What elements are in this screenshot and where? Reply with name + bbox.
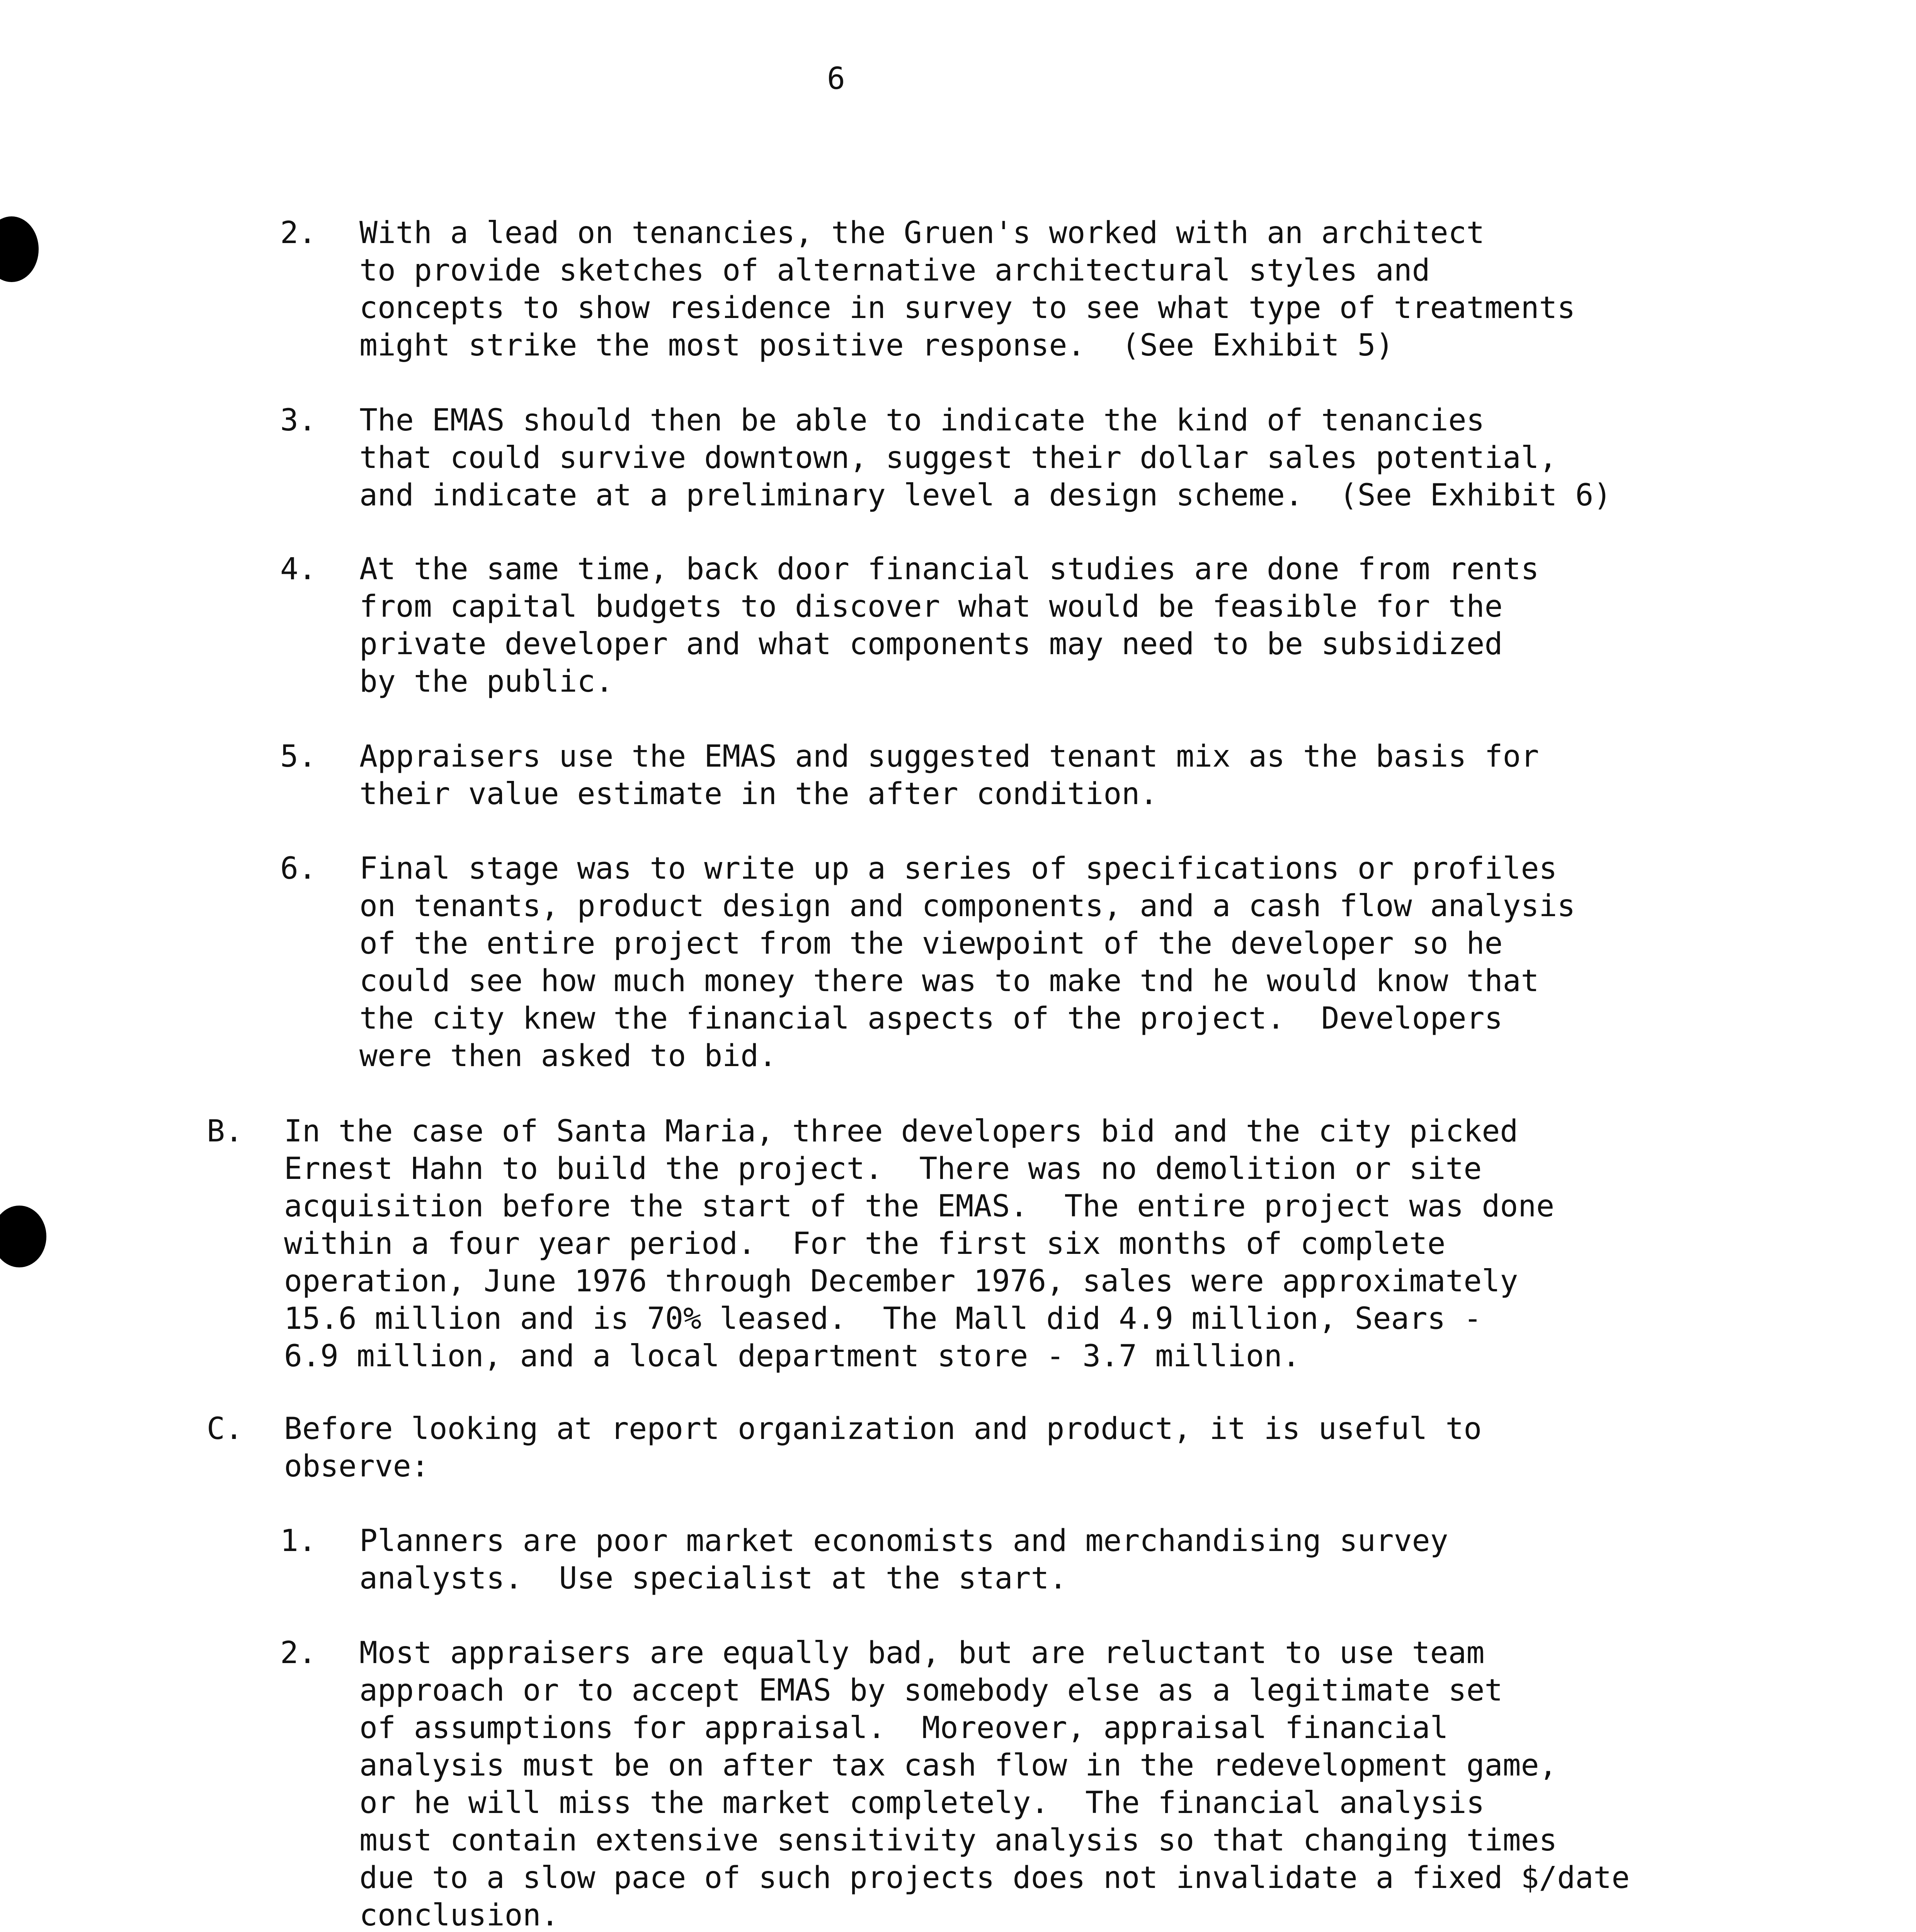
paragraph — [284, 1113, 1554, 1375]
section-marker: C. — [207, 1412, 243, 1446]
list-item-c1 — [280, 1522, 1448, 1597]
list-item-2 — [280, 214, 1575, 364]
paragraph — [359, 1522, 1448, 1597]
text-line: Appraisers use the EMAS and suggested tenant mix as the basis for — [359, 739, 1539, 774]
text-line: 15.6 million and is 70% leased. The Mall did 4.9 million, Sears - — [284, 1301, 1482, 1336]
text-line: due to a slow pace of such projects does not invalidate a fixed $/date — [359, 1861, 1630, 1895]
text-line: on tenants, product design and components, and a cash flow analysis — [359, 889, 1576, 923]
list-item-c2 — [280, 1634, 1630, 1932]
text-line: 6.9 million, and a local department store - 3.7 million. — [284, 1339, 1300, 1374]
list-marker: 2. — [280, 1636, 316, 1670]
text-line: must contain extensive sensitivity analysis so that changing times — [359, 1823, 1557, 1858]
text-line: With a lead on tenancies, the Gruen's worked with an architect — [359, 216, 1485, 250]
text-line: The EMAS should then be able to indicate the kind of tenancies — [359, 403, 1485, 438]
list-marker: 3. — [280, 403, 316, 438]
text-line: Planners are poor market economists and merchandising survey — [359, 1524, 1448, 1558]
text-line: Before looking at report organization and product, it is useful to — [284, 1412, 1482, 1446]
list-marker: 5. — [280, 739, 316, 774]
list-item-5 — [280, 738, 1539, 813]
list-marker: 1. — [280, 1524, 316, 1558]
paragraph — [359, 402, 1611, 514]
paragraph — [359, 850, 1575, 1075]
list-marker: 2. — [280, 216, 316, 250]
text-line: that could survive downtown, suggest their dollar sales potential, — [359, 440, 1557, 475]
text-line: from capital budgets to discover what would be feasible for the — [359, 589, 1503, 624]
punch-hole — [0, 1206, 46, 1267]
text-line: of assumptions for appraisal. Moreover, appraisal financial — [359, 1711, 1448, 1745]
text-line: At the same time, back door financial studies are done from rents — [359, 552, 1539, 587]
text-line: and indicate at a preliminary level a design scheme. (See Exhibit 6) — [359, 478, 1612, 513]
text-line: by the public. — [359, 664, 614, 699]
text-line: were then asked to bid. — [359, 1039, 777, 1073]
section-b — [207, 1113, 1554, 1375]
paragraph — [359, 738, 1539, 813]
text-line: operation, June 1976 through December 1976, sales were approximately — [284, 1264, 1518, 1299]
text-line: analysts. Use specialist at the start. — [359, 1561, 1067, 1596]
text-line: private developer and what components may need to be subsidized — [359, 627, 1503, 662]
paragraph — [359, 551, 1539, 701]
list-item-6 — [280, 850, 1575, 1075]
text-line: Most appraisers are equally bad, but are reluctant to use team — [359, 1636, 1485, 1670]
punch-hole — [0, 216, 39, 282]
text-line: In the case of Santa Maria, three developers bid and the city picked — [284, 1114, 1518, 1149]
text-line: observe: — [284, 1449, 429, 1484]
text-line: might strike the most positive response. (See Exhibit 5) — [359, 328, 1394, 363]
page-number: 6 — [827, 61, 845, 96]
text-line: acquisition before the start of the EMAS. The entire project was done — [284, 1189, 1555, 1224]
text-line: or he will miss the market completely. The financial analysis — [359, 1786, 1485, 1820]
section-c — [207, 1410, 1482, 1485]
list-item-4 — [280, 551, 1539, 701]
paragraph — [359, 1634, 1630, 1932]
paragraph — [359, 214, 1575, 364]
text-line: analysis must be on after tax cash flow in the redevelopment game, — [359, 1748, 1557, 1783]
paragraph — [284, 1410, 1482, 1485]
text-line: concepts to show residence in survey to see what type of treatments — [359, 291, 1576, 325]
text-line: could see how much money there was to make tnd he would know that — [359, 964, 1539, 998]
list-marker: 6. — [280, 851, 316, 886]
text-line: Final stage was to write up a series of specifications or profiles — [359, 851, 1557, 886]
text-line: within a four year period. For the first six months of complete — [284, 1226, 1446, 1261]
text-line: their value estimate in the after condition. — [359, 777, 1158, 811]
text-line: approach or to accept EMAS by somebody else as a legitimate set — [359, 1673, 1503, 1708]
text-line: conclusion. — [359, 1898, 559, 1932]
section-marker: B. — [207, 1114, 243, 1149]
text-line: to provide sketches of alternative architectural styles and — [359, 253, 1430, 288]
text-line: the city knew the financial aspects of the project. Developers — [359, 1001, 1503, 1036]
text-line: Ernest Hahn to build the project. There was no demolition or site — [284, 1151, 1482, 1186]
list-marker: 4. — [280, 552, 316, 587]
text-line: of the entire project from the viewpoint of the developer so he — [359, 926, 1503, 961]
list-item-3 — [280, 402, 1611, 514]
